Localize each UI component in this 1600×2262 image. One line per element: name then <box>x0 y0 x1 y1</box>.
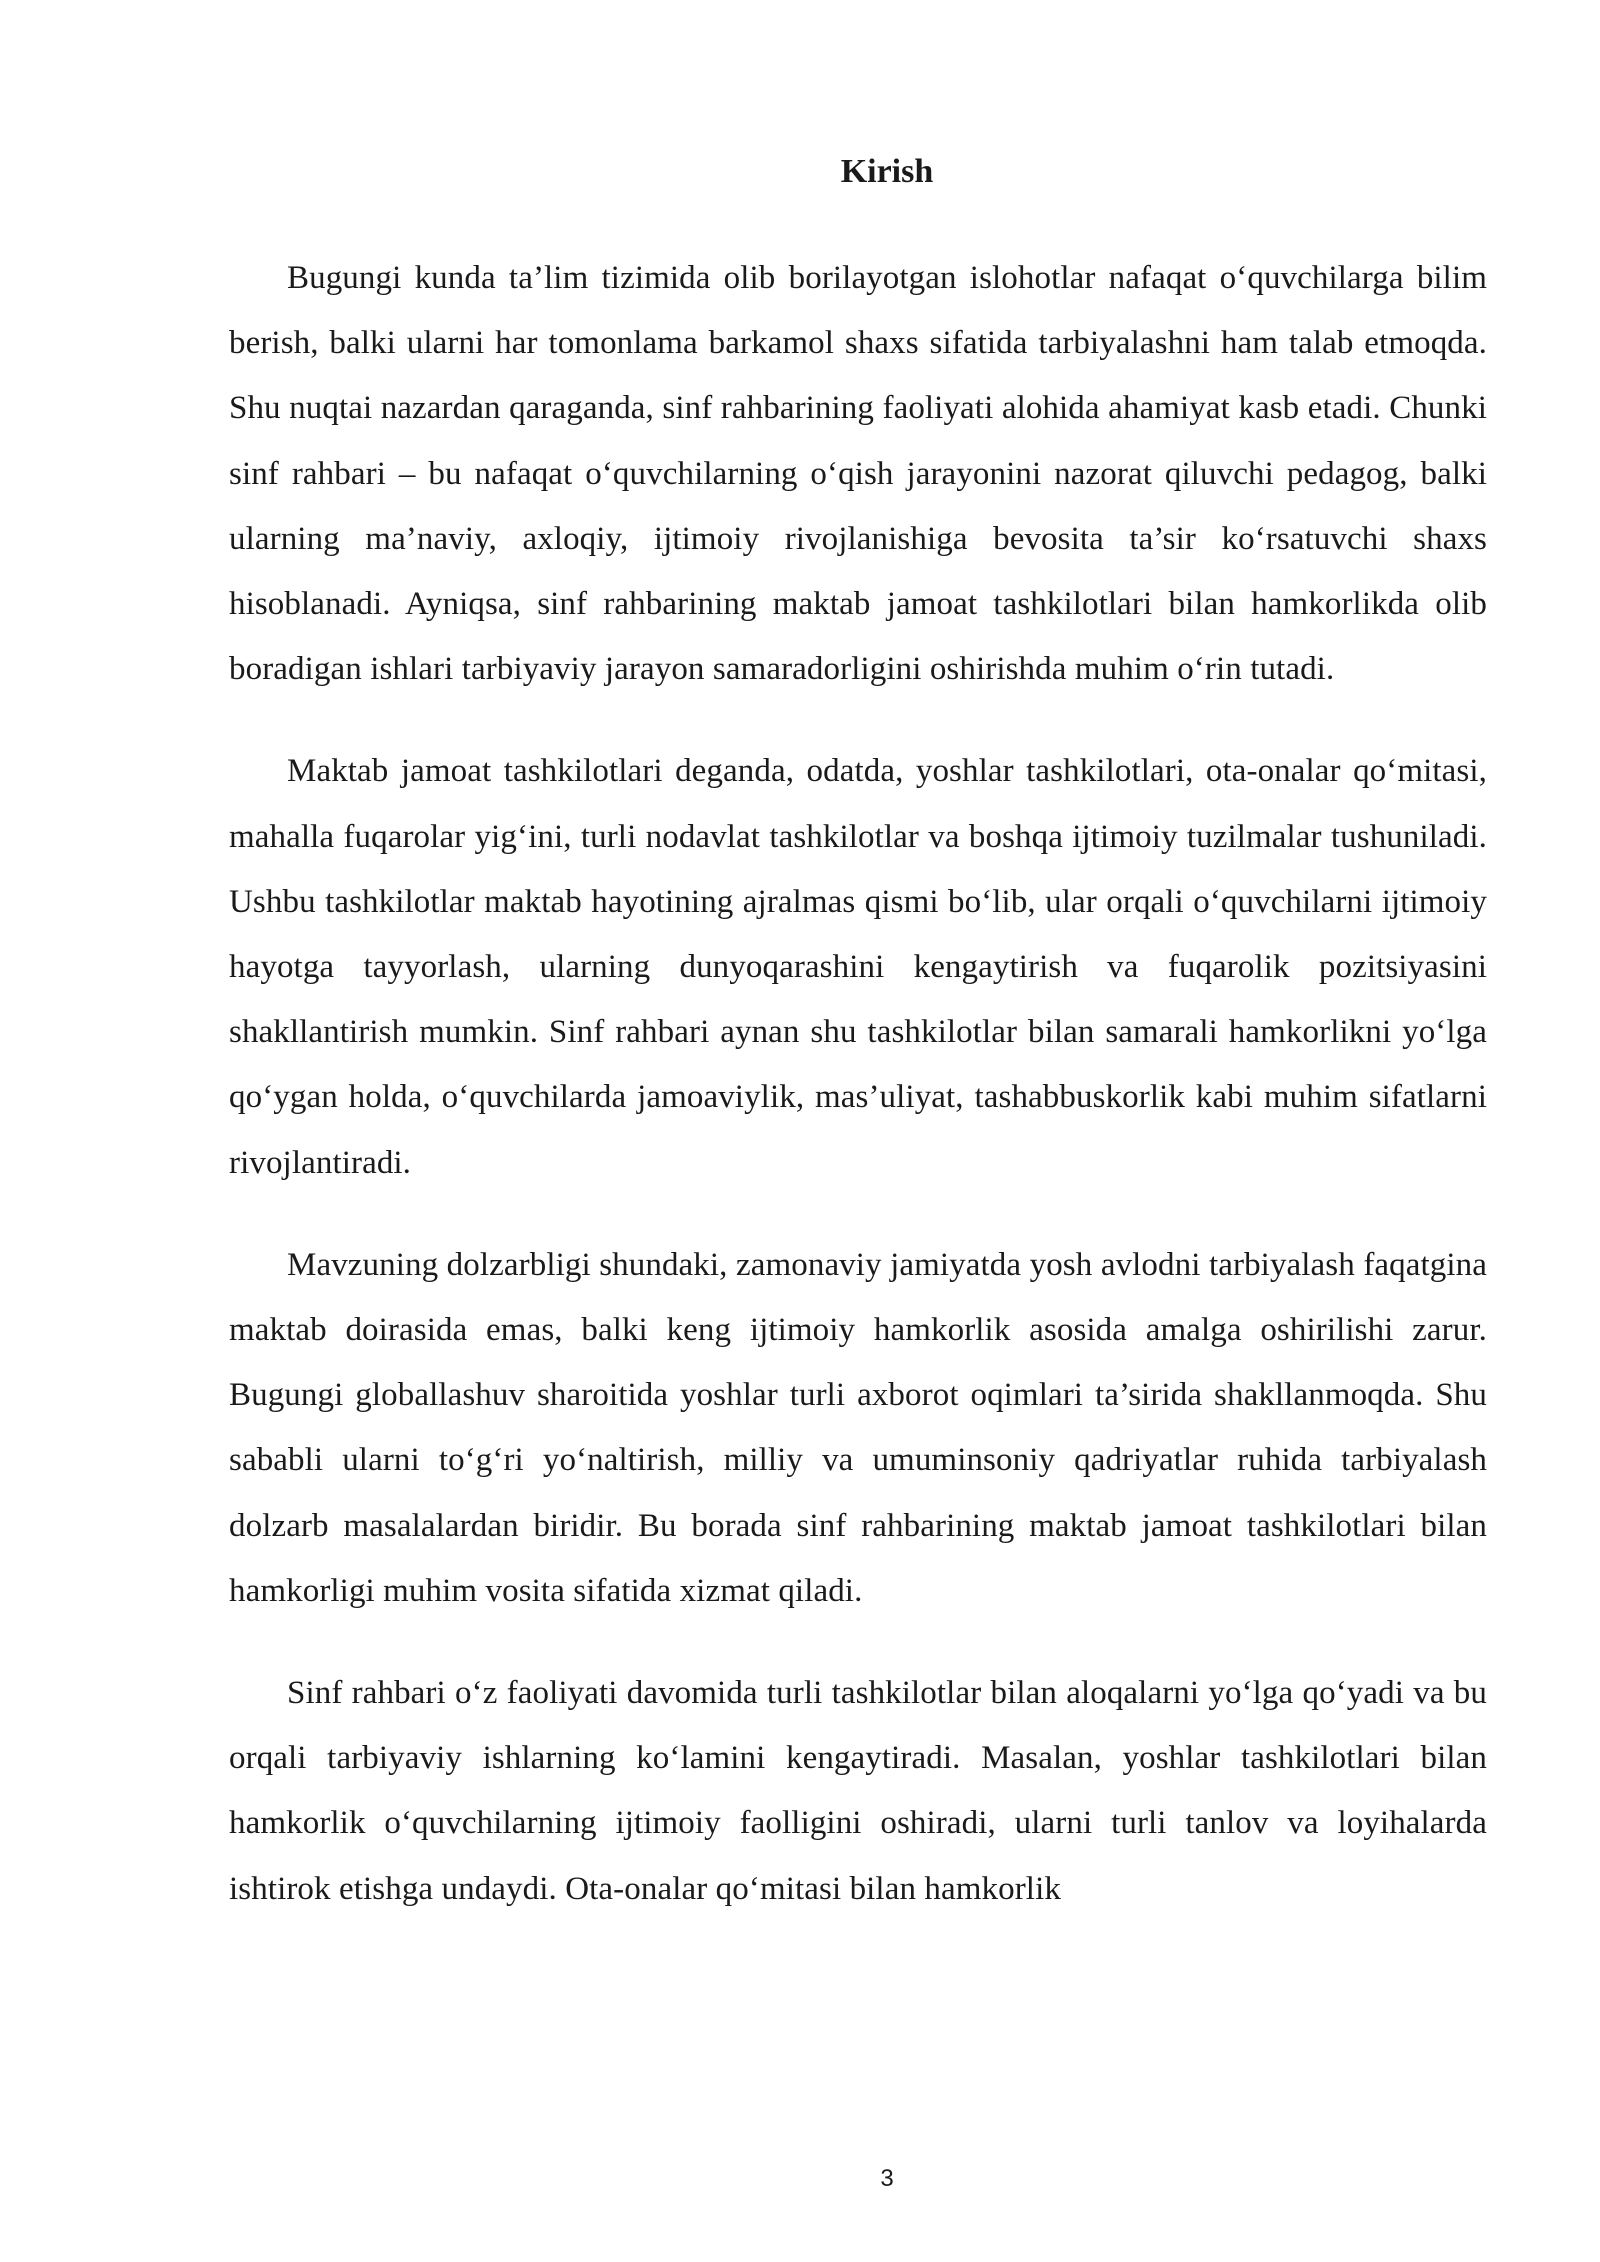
page-heading: Kirish <box>840 153 934 190</box>
paragraph-1: Bugungi kunda ta’lim tizimida olib borilayotgan islohotlar nafaqat o‘quvchilarga bilim berish, balki ularni har tomonlama barkamol shaxs sifatida tarbiyalashni ham talab etmoqda. Shu nuqtai nazardan qaraganda, sinf rahbarining faoliyati alohida ahamiyat kasb etadi. Chunki sinf rahbari – bu nafaqat o‘quvchilarning o‘qish jarayonini nazorat qiluvchi pedagog, balki ularning ma’naviy, axloqiy, ijtimoiy rivojlanishiga bevosita ta’sir ko‘rsatuvchi shaxs hisoblanadi. Ayniqsa, sinf rahbarining maktab jamoat tashkilotlari bilan hamkorlikda olib boradigan ishlari tarbiyaviy jarayon samaradorligini oshirishda muhim o‘rin tutadi. <box>229 260 1487 688</box>
paragraph-2: Maktab jamoat tashkilotlari deganda, odatda, yoshlar tashkilotlari, ota-onalar qo‘mitasi, mahalla fuqarolar yig‘ini, turli nodavlat tashkilotlar va boshqa ijtimoiy tuzilmalar tushuniladi. Ushbu tashkilotlar maktab hayotining ajralmas qismi bo‘lib, ular orqali o‘quvchilarni ijtimoiy hayotga tayyorlash, ularning dunyoqarashini kengaytirish va fuqarolik pozitsiyasini shakllantirish mumkin. Sinf rahbari aynan shu tashkilotlar bilan samarali hamkorlikni yo‘lga qo‘ygan holda, o‘quvchilarda jamoaviylik, mas’uliyat, tashabbuskorlik kabi muhim sifatlarni rivojlantiradi. <box>229 753 1487 1181</box>
body-text <box>229 246 1487 1959</box>
page-number: 3 <box>880 2165 894 2192</box>
paragraph-4: Sinf rahbari o‘z faoliyati davomida turli tashkilotlar bilan aloqalarni yo‘lga qo‘yadi va bu orqali tarbiyaviy ishlarning ko‘lamini kengaytiradi. Masalan, yoshlar tashkilotlari bilan hamkorlik o‘quvchilarning ijtimoiy faolligini oshiradi, ularni turli tanlov va loyihalarda ishtirok etishga undaydi. Ota-onalar qo‘mitasi bilan hamkorlik <box>229 1675 1487 1907</box>
paragraph-3: Mavzuning dolzarbligi shundaki, zamonaviy jamiyatda yosh avlodni tarbiyalash faqatgina maktab doirasida emas, balki keng ijtimoiy hamkorlik asosida amalga oshirilishi zarur. Bugungi globallashuv sharoitida yoshlar turli axborot oqimlari ta’sirida shakllanmoqda. Shu sababli ularni to‘g‘ri yo‘naltirish, milliy va umuminsoniy qadriyatlar ruhida tarbiyalash dolzarb masalalardan biridir. Bu borada sinf rahbarining maktab jamoat tashkilotlari bilan hamkorligi muhim vosita sifatida xizmat qiladi. <box>229 1246 1487 1609</box>
